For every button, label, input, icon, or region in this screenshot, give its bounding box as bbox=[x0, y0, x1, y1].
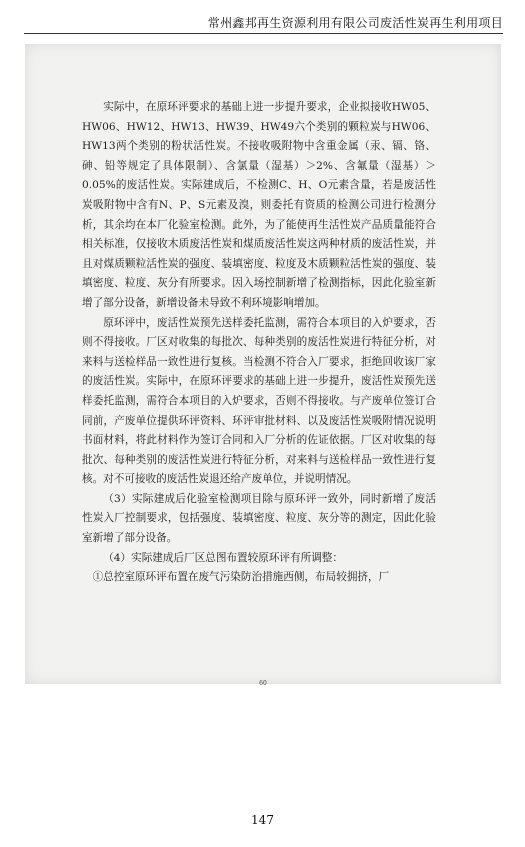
header-divider bbox=[24, 33, 503, 34]
paragraph: 实际中，在原环评要求的基础上进一步提升要求，企业拟接收HW05、HW06、HW12、HW13、HW39、HW49六个类别的颗粒炭与HW06、HW13两个类别的粉状活性炭。不接收吸附物中含重金属（汞、镉、铬、砷、铅等规定了具体限制）、含氯量（湿基）＞2%、含氟量（湿基）＞0.05%的废活性炭。实际建成后，不检测C、H、O元素含量，若是废活性炭吸附物中含有N、P、S元素及溴，则委托有资质的检测公司进行检测分析，其余均在本厂化验室检测。此外，为了能使再生活性炭产品质量能符合相关标准，仅接收木质废活性炭和煤质废活性炭这两种材质的废活性炭，并且对煤质颗粒活性炭的强度、装填密度、粒度及木质颗粒活性炭的强度、装填密度、粒度、灰分有所要求。因入场控制新增了检测指标，因此化验室新增了部分设备，新增设备未导致不利环境影响增加。 bbox=[82, 101, 436, 309]
scanned-page-text bbox=[82, 98, 436, 588]
page-header-title: 常州鑫邦再生资源利用有限公司废活性炭再生利用项目 bbox=[207, 16, 503, 30]
paragraph: ①总控室原环评布置在废气污染防治措施西侧，布局较拥挤，厂 bbox=[92, 571, 390, 584]
paragraph: 原环评中，废活性炭预先送样委托监测，需符合本项目的入炉要求，否则不得接收。厂区对收集的每批次、每种类别的废活性炭进行特征分析，对来料与送检样品一致性进行复核。当检测不符合入厂要求，拒绝回收该厂家的废活性炭。实际中，在原环评要求的基础上进一步提升，废活性炭预先送样委托监测，需符合本项目的入炉要求，否则不得接收。与产废单位签订合同前，产废单位提供环评资料、环评审批材料、以及废活性炭吸附情况说明书面材料，将此材料作为签订合同和入厂分析的佐证依据。厂区对收集的每批次、每种类别的废活性炭进行特征分析，对来料与送检样品一致性进行复核。对不可接收的废活性炭退还给产废单位，并说明情况。 bbox=[82, 316, 436, 486]
page-number: 147 bbox=[251, 813, 274, 827]
paragraph: （4）实际建成后厂区总图布置较原环评有所调整： bbox=[103, 551, 343, 564]
inner-page-number: 60 bbox=[259, 680, 267, 687]
paragraph: （3）实际建成后化验室检测项目除与原环评一致外，同时新增了废活性炭入厂控制要求，包括强度、装填密度、粒度、灰分等的测定，因此化验室新增了部分设备。 bbox=[82, 492, 436, 545]
